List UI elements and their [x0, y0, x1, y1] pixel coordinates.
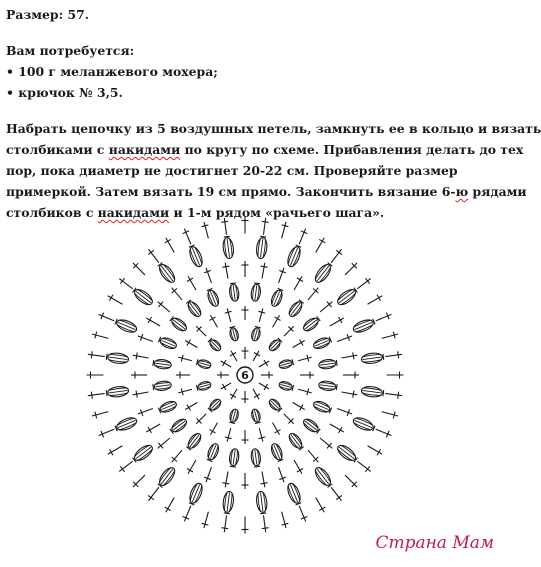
- materials-item: [6, 61, 218, 82]
- double-crochet-symbol: [181, 227, 194, 245]
- cluster-stitch-symbol: [312, 399, 332, 414]
- double-crochet-symbol: [242, 473, 249, 489]
- double-crochet-symbol: [163, 496, 178, 514]
- double-crochet-symbol: [250, 387, 262, 401]
- double-crochet-symbol: [259, 262, 269, 279]
- double-crochet-symbol: [343, 473, 360, 490]
- double-crochet-symbol: [318, 435, 335, 451]
- materials-item-text: крючок № 3,5.: [18, 85, 123, 100]
- cluster-stitch-symbol: [153, 358, 172, 369]
- cluster-stitch-symbol: [250, 408, 261, 424]
- materials-item: [6, 82, 123, 103]
- double-crochet-symbol: [281, 324, 296, 339]
- cluster-stitch-symbol: [185, 431, 203, 451]
- double-crochet-symbol: [185, 275, 199, 292]
- cluster-stitch-symbol: [250, 448, 261, 467]
- cluster-stitch-symbol: [158, 399, 178, 414]
- double-crochet-symbol: [259, 471, 269, 488]
- cluster-stitch-symbol: [285, 244, 303, 268]
- instructions-line: [6, 160, 496, 181]
- cluster-stitch-symbol: [196, 380, 212, 391]
- double-crochet-symbol: [163, 236, 178, 254]
- double-crochet-symbol: [366, 443, 384, 458]
- double-crochet-symbol: [257, 358, 271, 370]
- double-crochet-symbol: [176, 372, 190, 379]
- instructions-text: столбиков с: [6, 205, 98, 220]
- double-crochet-symbol: [130, 260, 147, 277]
- double-crochet-symbol: [341, 352, 358, 362]
- cluster-stitch-symbol: [156, 465, 177, 489]
- spellcheck-word: накидами: [97, 205, 170, 220]
- cluster-stitch-symbol: [313, 465, 334, 489]
- double-crochet-symbol: [242, 261, 249, 277]
- double-crochet-symbol: [366, 293, 384, 308]
- double-crochet-symbol: [207, 421, 220, 437]
- cluster-stitch-symbol: [222, 491, 235, 514]
- double-crochet-symbol: [256, 427, 266, 442]
- double-crochet-symbol: [296, 504, 309, 522]
- cluster-stitch-symbol: [187, 244, 205, 268]
- cluster-stitch-symbol: [207, 337, 223, 353]
- double-crochet-symbol: [146, 485, 162, 503]
- double-crochet-symbol: [341, 389, 358, 399]
- double-crochet-symbol: [222, 262, 232, 279]
- double-crochet-symbol: [297, 354, 312, 364]
- double-crochet-symbol: [183, 399, 199, 412]
- bullet: •: [6, 85, 14, 100]
- cluster-stitch-symbol: [228, 408, 239, 424]
- double-crochet-symbol: [117, 458, 135, 474]
- double-crochet-symbol: [131, 372, 147, 379]
- double-crochet-symbol: [296, 227, 309, 245]
- spellcheck-word: накидами: [108, 142, 181, 157]
- double-crochet-symbol: [242, 306, 249, 320]
- double-crochet-symbol: [87, 390, 105, 399]
- double-crochet-symbol: [374, 426, 392, 439]
- cluster-stitch-symbol: [255, 236, 268, 259]
- double-crochet-symbol: [97, 311, 115, 324]
- cluster-stitch-symbol: [312, 335, 332, 350]
- cluster-stitch-symbol: [352, 415, 376, 433]
- cluster-stitch-symbol: [352, 317, 376, 335]
- bullet: •: [6, 64, 14, 79]
- instructions-text: пор, пока диаметр не достигнет 20-22 см. Проверяйте размер: [6, 163, 458, 178]
- double-crochet-symbol: [224, 307, 234, 322]
- cluster-stitch-symbol: [131, 443, 155, 464]
- double-crochet-symbol: [221, 515, 230, 533]
- double-crochet-symbol: [313, 236, 328, 254]
- double-crochet-symbol: [278, 511, 289, 529]
- cluster-stitch-symbol: [335, 286, 359, 307]
- double-crochet-symbol: [201, 221, 212, 239]
- double-crochet-symbol: [242, 347, 249, 359]
- double-crochet-symbol: [181, 504, 194, 522]
- cluster-stitch-symbol: [267, 397, 283, 413]
- cluster-stitch-symbol: [269, 288, 284, 308]
- spellcheck-word: ю: [455, 184, 469, 199]
- double-crochet-symbol: [269, 313, 282, 329]
- cluster-stitch-symbol: [287, 431, 305, 451]
- double-crochet-symbol: [242, 391, 249, 403]
- double-crochet-symbol: [250, 349, 262, 363]
- double-crochet-symbol: [203, 466, 215, 483]
- instructions-line: [6, 139, 524, 160]
- double-crochet-symbol: [219, 380, 233, 392]
- instructions-text: рядами: [468, 184, 527, 199]
- cluster-stitch-symbol: [250, 283, 261, 302]
- double-crochet-symbol: [228, 387, 240, 401]
- cluster-stitch-symbol: [285, 482, 303, 506]
- cluster-stitch-symbol: [114, 415, 138, 433]
- double-crochet-symbol: [291, 399, 307, 412]
- cluster-stitch-symbol: [106, 352, 129, 365]
- double-crochet-symbol: [137, 405, 154, 417]
- crochet-pattern-diagram: [90, 218, 410, 553]
- double-crochet-symbol: [343, 372, 359, 379]
- double-crochet-symbol: [328, 315, 345, 329]
- double-crochet-symbol: [381, 331, 399, 342]
- double-crochet-symbol: [146, 247, 162, 265]
- double-crochet-symbol: [385, 390, 403, 399]
- materials-heading: Вам потребуется:: [6, 43, 135, 58]
- size-line: Размер: 57.: [6, 7, 90, 22]
- instructions-line: [6, 181, 527, 202]
- instructions-paragraph: [6, 118, 541, 223]
- double-crochet-symbol: [355, 276, 373, 292]
- instructions-line: [6, 118, 541, 139]
- double-crochet-symbol: [275, 267, 287, 284]
- cluster-stitch-symbol: [301, 417, 321, 435]
- double-crochet-symbol: [297, 386, 312, 396]
- double-crochet-symbol: [242, 430, 249, 444]
- double-crochet-symbol: [145, 315, 162, 329]
- instructions-text: и 1-м рядом «рачьего шага».: [169, 205, 385, 220]
- double-crochet-symbol: [106, 293, 124, 308]
- double-crochet-symbol: [155, 299, 172, 315]
- double-crochet-symbol: [169, 285, 185, 302]
- double-crochet-symbol: [91, 331, 109, 342]
- double-crochet-symbol: [374, 311, 392, 324]
- double-crochet-symbol: [219, 358, 233, 370]
- cluster-stitch-symbol: [361, 352, 384, 365]
- materials-item-text: 100 г меланжевого мохера;: [18, 64, 218, 79]
- double-crochet-symbol: [117, 276, 135, 292]
- double-crochet-symbol: [87, 351, 105, 360]
- cluster-stitch-symbol: [169, 315, 189, 333]
- cluster-stitch-symbol: [361, 385, 384, 398]
- cluster-stitch-symbol: [106, 385, 129, 398]
- double-crochet-symbol: [183, 337, 199, 350]
- double-crochet-symbol: [242, 517, 249, 534]
- double-crochet-symbol: [305, 448, 321, 465]
- double-crochet-symbol: [87, 372, 104, 379]
- cluster-stitch-symbol: [169, 417, 189, 435]
- double-crochet-symbol: [381, 408, 399, 419]
- double-crochet-symbol: [336, 405, 353, 417]
- double-crochet-symbol: [224, 427, 234, 442]
- cluster-stitch-symbol: [228, 448, 239, 467]
- cluster-stitch-symbol: [278, 380, 294, 391]
- cluster-stitch-symbol: [114, 317, 138, 335]
- double-crochet-symbol: [194, 411, 209, 426]
- cluster-stitch-symbol: [153, 380, 172, 391]
- double-crochet-symbol: [355, 458, 373, 474]
- cluster-stitch-symbol: [267, 337, 283, 353]
- double-crochet-symbol: [185, 458, 199, 475]
- double-crochet-symbol: [169, 448, 185, 465]
- double-crochet-symbol: [217, 372, 229, 379]
- double-crochet-symbol: [261, 372, 273, 379]
- cluster-stitch-symbol: [278, 358, 294, 369]
- double-crochet-symbol: [145, 421, 162, 435]
- cluster-stitch-symbol: [269, 442, 284, 462]
- double-crochet-symbol: [291, 337, 307, 350]
- double-crochet-symbol: [257, 380, 271, 392]
- instructions-text: по кругу по схеме. Прибавления делать до тех: [180, 142, 524, 157]
- double-crochet-symbol: [275, 466, 287, 483]
- double-crochet-symbol: [207, 313, 220, 329]
- double-crochet-symbol: [242, 217, 249, 234]
- double-crochet-symbol: [203, 267, 215, 284]
- instructions-text: столбиками с: [6, 142, 109, 157]
- double-crochet-symbol: [97, 426, 115, 439]
- cluster-stitch-symbol: [287, 299, 305, 319]
- double-crochet-symbol: [328, 485, 344, 503]
- double-crochet-symbol: [155, 435, 172, 451]
- double-crochet-symbol: [328, 247, 344, 265]
- double-crochet-symbol: [343, 260, 360, 277]
- double-crochet-symbol: [278, 221, 289, 239]
- double-crochet-symbol: [194, 324, 209, 339]
- double-crochet-symbol: [130, 473, 147, 490]
- double-crochet-symbol: [281, 411, 296, 426]
- cluster-stitch-symbol: [228, 283, 239, 302]
- cluster-stitch-symbol: [228, 326, 239, 342]
- double-crochet-symbol: [313, 496, 328, 514]
- double-crochet-symbol: [336, 333, 353, 345]
- double-crochet-symbol: [291, 275, 305, 292]
- cluster-stitch-symbol: [196, 358, 212, 369]
- center-label: 6: [241, 369, 249, 382]
- cluster-stitch-symbol: [250, 326, 261, 342]
- cluster-stitch-symbol: [207, 397, 223, 413]
- double-crochet-symbol: [132, 389, 149, 399]
- double-crochet-symbol: [387, 372, 404, 379]
- double-crochet-symbol: [222, 471, 232, 488]
- cluster-stitch-symbol: [318, 380, 337, 391]
- cluster-stitch-symbol: [205, 288, 220, 308]
- instructions-text: примеркой. Затем вязать 19 см прямо. Закончить вязание 6-: [6, 184, 456, 199]
- double-crochet-symbol: [269, 421, 282, 437]
- instructions-text: Набрать цепочку из 5 воздушных петель, замкнуть ее в кольцо и вязать: [6, 121, 541, 136]
- cluster-stitch-symbol: [301, 315, 321, 333]
- cluster-stitch-symbol: [255, 491, 268, 514]
- cluster-stitch-symbol: [313, 261, 334, 285]
- cluster-stitch-symbol: [187, 482, 205, 506]
- double-crochet-symbol: [328, 421, 345, 435]
- cluster-stitch-symbol: [222, 236, 235, 259]
- double-crochet-symbol: [318, 299, 335, 315]
- cluster-stitch-symbol: [318, 358, 337, 369]
- double-crochet-symbol: [291, 458, 305, 475]
- cluster-stitch-symbol: [131, 286, 155, 307]
- double-crochet-symbol: [305, 285, 321, 302]
- double-crochet-symbol: [132, 352, 149, 362]
- double-crochet-symbol: [228, 349, 240, 363]
- watermark-logo: Страна Мам: [375, 533, 494, 553]
- cluster-stitch-symbol: [205, 442, 220, 462]
- double-crochet-symbol: [221, 217, 230, 235]
- cluster-stitch-symbol: [158, 335, 178, 350]
- double-crochet-symbol: [91, 408, 109, 419]
- double-crochet-symbol: [256, 307, 266, 322]
- double-crochet-symbol: [106, 443, 124, 458]
- double-crochet-symbol: [300, 372, 314, 379]
- double-crochet-symbol: [137, 333, 154, 345]
- double-crochet-symbol: [177, 354, 192, 364]
- double-crochet-symbol: [201, 511, 212, 529]
- double-crochet-symbol: [260, 217, 269, 235]
- double-crochet-symbol: [260, 515, 269, 533]
- double-crochet-symbol: [385, 351, 403, 360]
- cluster-stitch-symbol: [156, 261, 177, 285]
- double-crochet-symbol: [177, 386, 192, 396]
- cluster-stitch-symbol: [185, 299, 203, 319]
- cluster-stitch-symbol: [335, 443, 359, 464]
